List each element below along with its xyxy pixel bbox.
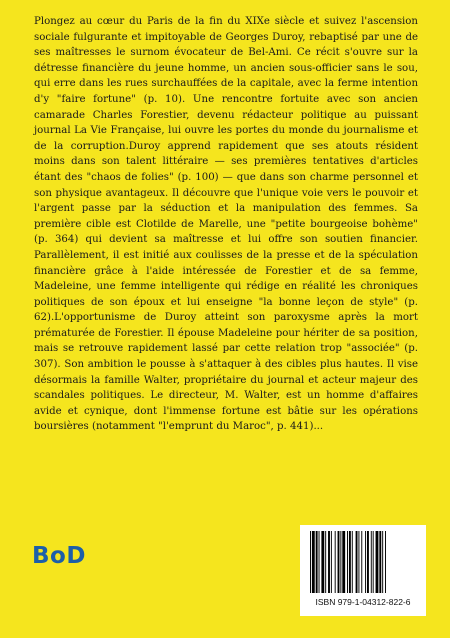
- barcode-icon: [308, 531, 418, 593]
- barcode-box: [300, 525, 426, 616]
- back-cover-blurb: Plongez au cœur du Paris de la fin du XIXe siècle et suivez l'ascension sociale fulgurante et impitoyable de Georges Duroy, rebaptisé par une de ses maîtresses le surnom évocateur de Bel-Ami. Ce récit s'ouvre sur la détresse financière du jeune homme, un ancien sous-officier sans le sou, qui erre dans les rues surchauffées de la capitale, avec la ferme intention d'y "faire fortune" (p. 10). Une rencontre fortuite avec son ancien camarade Charles Forestier, devenu rédacteur politique au puissant journal La Vie Française, lui ouvre les portes du monde du journalisme et de la corruption.Duroy apprend rapidement que ses atouts résident moins dans son talent littéraire — ses premières tentatives d'articles étant des "chaos de folies" (p. 100) — que dans son charme personnel et son physique avantageux. Il découvre que l'unique voie vers le pouvoir et l'argent passe par la séduction et la manipulation des femmes. Sa première cible est Clotilde de Marelle, une "petite bourgeoise bohème" (p. 364) qui devient sa maîtresse et lui offre son soutien financier. Parallèlement, il est initié aux coulisses de la presse et de la spéculation financière grâce à l'aide intéressée de Forestier et de sa femme, Madeleine, une femme intelligente qui rédige en réalité les chroniques politiques de son époux et lui enseigne "la bonne leçon de style" (p. 62).L'opportunisme de Duroy atteint son paroxysme après la mort prématurée de Forestier. Il épouse Madeleine pour hériter de sa position, mais se retrouve rapidement lassé par cette relation trop "associée" (p. 307). Son ambition le pousse à s'attaquer à des cibles plus hautes. Il vise désormais la famille Walter, propriétaire du journal et acteur majeur des scandales politiques. Le directeur, M. Walter, est un homme d'affaires avide et cynique, dont l'immense fortune est bâtie sur les opérations boursières (notamment "l'emprunt du Maroc", p. 441)...: [34, 16, 418, 433]
- isbn-number: ISBN 979-1-04312-822-6: [315, 597, 411, 607]
- publisher-logo: BoD: [32, 543, 86, 569]
